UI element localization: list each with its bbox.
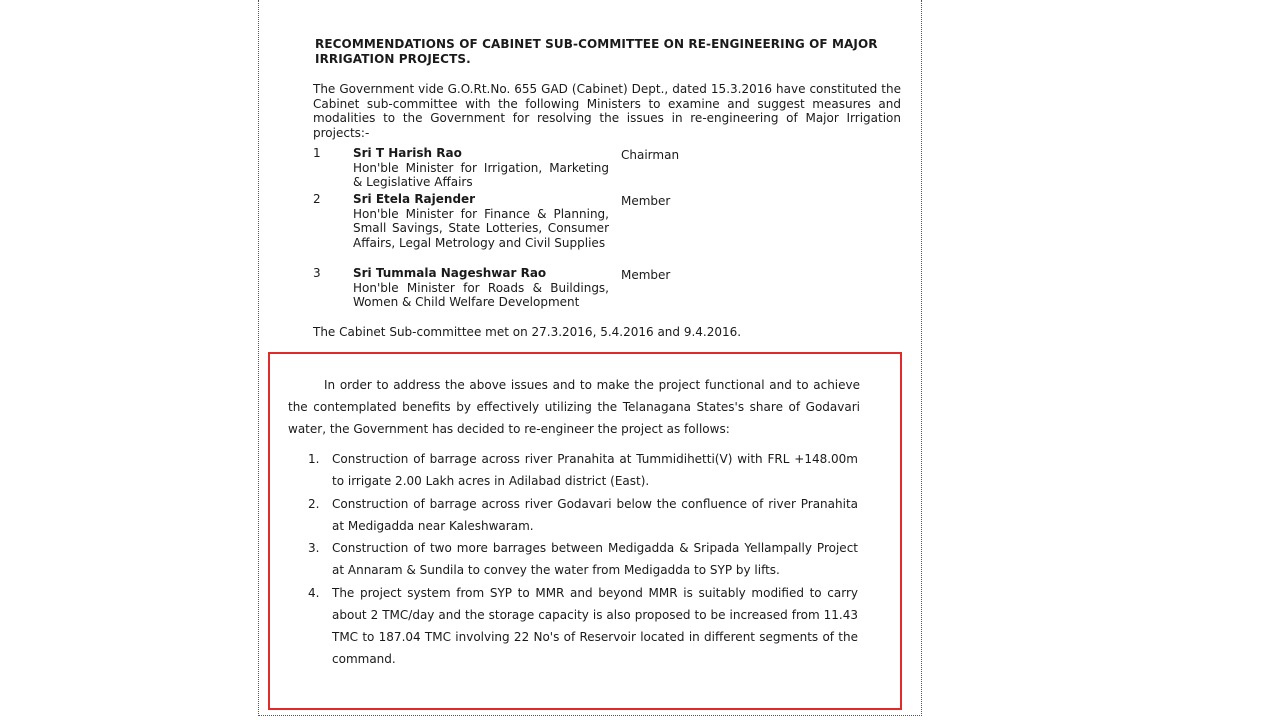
member-number: 1 [313,146,321,160]
member-role: Member [621,194,671,208]
list-text: Construction of two more barrages between Medigadda & Sripada Yellampally Project at Annaram & Sundila to convey the water from Medigadda to SYP by lifts. [332,541,858,577]
highlight-paragraph: In order to address the above issues and to make the project functional and to achieve the contemplated benefits by effectively utilizing the Telanagana States's share of Godavari water, the Government has decided to re-engineer the project as follows: [288,378,860,436]
meeting-dates: The Cabinet Sub-committee met on 27.3.2016, 5.4.2016 and 9.4.2016. [313,325,742,339]
member-item [313,192,913,266]
list-item [308,582,858,670]
document-title: RECOMMENDATIONS OF CABINET SUB-COMMITTEE ON RE-ENGINEERING OF MAJOR IRRIGATION PROJECTS. [315,37,878,66]
intro-paragraph: The Government vide G.O.Rt.No. 655 GAD (Cabinet) Dept., dated 15.3.2016 have constituted the Cabinet sub-committee with the following Ministers to examine and suggest measures and modalities to the Government for resolving the issues in re-engineering of Major Irrigation projects:- [313,82,901,140]
member-number: 3 [313,266,321,280]
member-item [313,266,913,312]
member-name: Sri Etela Rajender [353,192,476,206]
member-description: Hon'ble Minister for Irrigation, Marketing & Legislative Affairs [353,160,609,189]
member-list [313,146,913,312]
highlight-box [268,352,902,710]
member-body [353,192,609,250]
reengineering-list [308,448,858,670]
list-number: 3. [308,541,320,555]
member-item [313,146,913,192]
list-number: 2. [308,496,320,511]
member-number: 2 [313,192,321,206]
list-text: Construction of barrage across river Pranahita at Tummidihetti(V) with FRL +148.00m to irrigate 2.00 Lakh acres in Adilabad district (East). [332,452,858,488]
list-number: 1. [308,452,320,466]
list-text: The project system from SYP to MMR and beyond MMR is suitably modified to carry about 2 TMC/day and the storage capacity is also proposed to be increased from 11.43 TMC to 187.04 TMC involving 22 No's of Reservoir located in different segments of the command. [332,585,858,666]
member-name: Sri Tummala Nageshwar Rao [353,266,547,280]
member-role: Member [621,268,671,282]
member-body [353,266,609,310]
list-item [308,448,858,492]
member-role: Chairman [621,148,680,162]
list-number: 4. [308,585,320,600]
list-item [308,493,858,537]
list-text: Construction of barrage across river Godavari below the confluence of river Pranahita at Medigadda near Kaleshwaram. [332,496,858,533]
member-body [353,146,609,190]
member-description: Hon'ble Minister for Roads & Buildings, Women & Child Welfare Development [353,280,609,309]
member-name: Sri T Harish Rao [353,146,462,160]
member-description: Hon'ble Minister for Finance & Planning, Small Savings, State Lotteries, Consumer Affairs, Legal Metrology and Civil Supplies [353,206,609,250]
list-item [308,537,858,581]
